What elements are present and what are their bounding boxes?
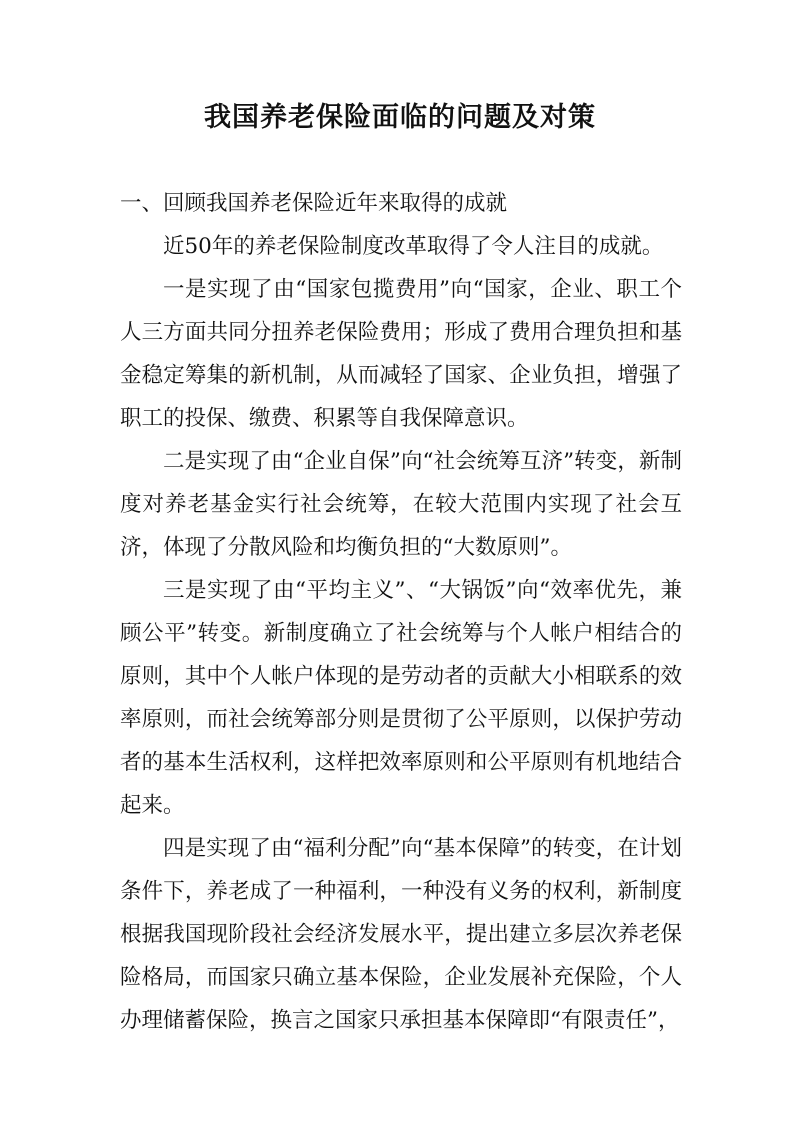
paragraph-achievement-1: 一是实现了由“国家包揽费用”向“国家，企业、职工个人三方面共同分扭养老保险费用；形成了费用合理负担和基金稳定筹集的新机制，从而减轻了国家、企业负担，增强了职工的投保、缴费、积累等自我保障意识。 <box>120 277 682 431</box>
paragraph-intro: 近50年的养老保险制度改革取得了令人注目的成就。 <box>163 234 664 259</box>
paragraph-achievement-3: 三是实现了由“平均主义”、“大锅饭”向“效率优先，兼顾公平”转变。新制度确立了社会统筹与个人帐户相结合的原则，其中个人帐户体现的是劳动者的贡献大小相联系的效率原则，而社会统筹部分则是贯彻了公平原则，以保护劳动者的基本生活权利，这样把效率原则和公平原则有机地结合起来。 <box>120 578 682 818</box>
document-body <box>120 182 682 1042</box>
page-title: 我国养老保险面临的问题及对策 <box>204 102 596 133</box>
paragraph-achievement-2: 二是实现了由“企业自保”向“社会统筹互济”转变，新制度对养老基金实行社会统筹，在较大范围内实现了社会互济，体现了分散风险和均衡负担的“大数原则”。 <box>120 449 682 560</box>
paragraph-achievement-4: 四是实现了由“福利分配”向“基本保障”的转变，在计划条件下，养老成了一种福利，一种没有义务的权利，新制度根据我国现阶段社会经济发展水平，提出建立多层次养老保险格局，而国家只确立基本保险，企业发展补充保险，个人办理储蓄保险，换言之国家只承担基本保障即“有限责任”， <box>120 836 682 1033</box>
section-heading: 一、回顾我国养老保险近年来取得的成就 <box>120 191 508 216</box>
